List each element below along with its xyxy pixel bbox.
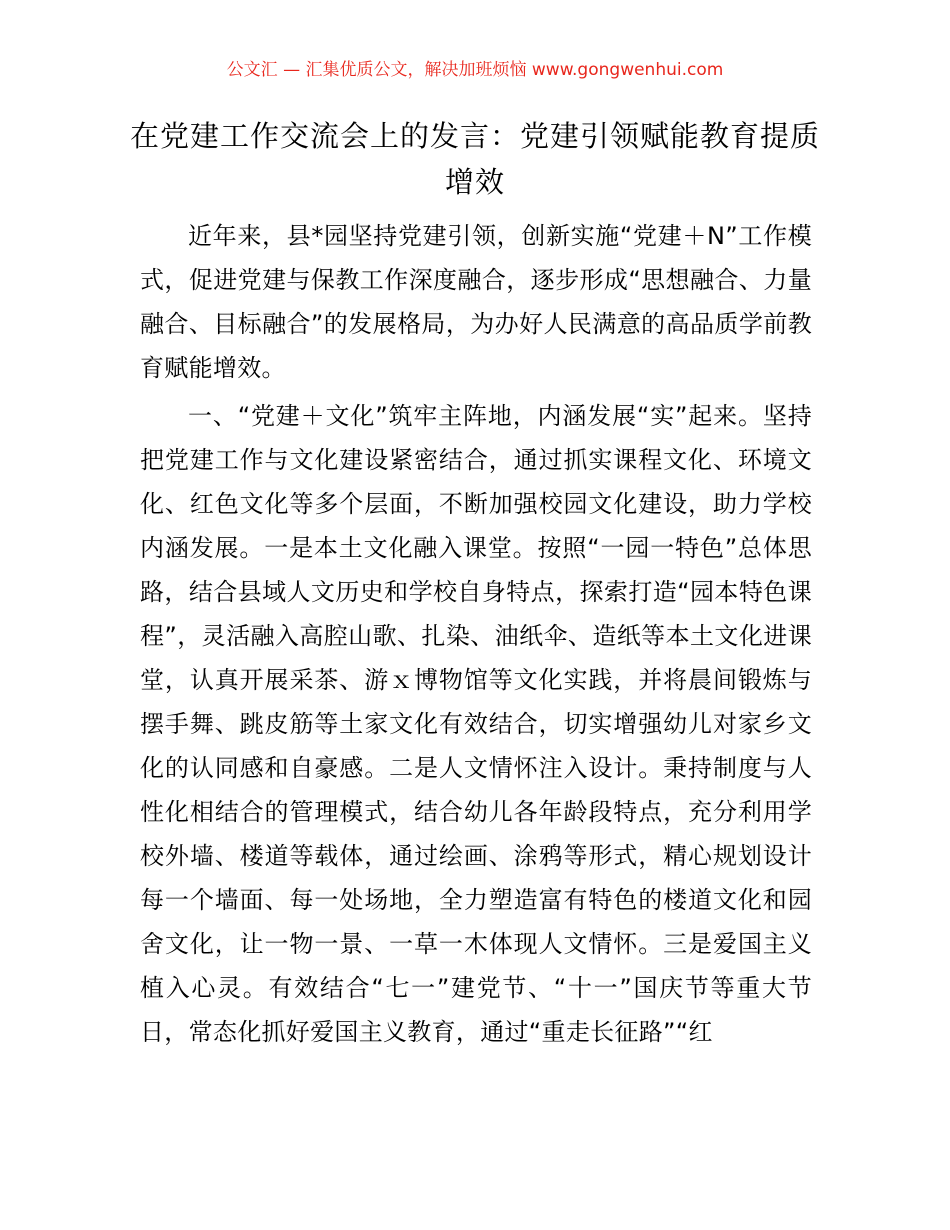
section-one-paragraph: 一、“党建＋文化”筑牢主阵地，内涵发展“实”起来。坚持把党建工作与文化建设紧密结合，通过抓实课程文化、环境文化、红色文化等多个层面，不断加强校园文化建设，助力学校内涵发展。一是本土文化融入课堂。按照“一园一特色”总体思路，结合县域人文历史和学校自身特点，探索打造“园本特色课程”，灵活融入高腔山歌、扎染、油纸伞、造纸等本土文化进课堂，认真开展采茶、游ｘ博物馆等文化实践，并将晨间锻炼与摆手舞、跳皮筋等土家文化有效结合，切实增强幼儿对家乡文化的认同感和自豪感。二是人文情怀注入设计。秉持制度与人性化相结合的管理模式，结合幼儿各年龄段特点，充分利用学校外墙、楼道等载体，通过绘画、涂鸦等形式，精心规划设计每一个墙面、每一处场地，全力塑造富有特色的楼道文化和园舍文化，让一物一景、一草一木体现人文情怀。三是爱国主义植入心灵。有效结合“七一”建党节、“十一”国庆节等重大节日，常态化抓好爱国主义教育，通过“重走长征路”“红 (140, 402, 812, 1046)
site-banner[interactable]: 公文汇 — 汇集优质公文，解决加班烦恼 www.gongwenhui.com (226, 60, 724, 80)
document-title: 在党建工作交流会上的发言：党建引领赋能教育提质增效 (130, 119, 821, 199)
intro-paragraph: 近年来，县*园坚持党建引领，创新实施“党建＋N”工作模式，促进党建与保教工作深度融合，逐步形成“思想融合、力量融合、目标融合”的发展格局，为办好人民满意的高品质学前教育赋能增效。 (140, 222, 812, 382)
